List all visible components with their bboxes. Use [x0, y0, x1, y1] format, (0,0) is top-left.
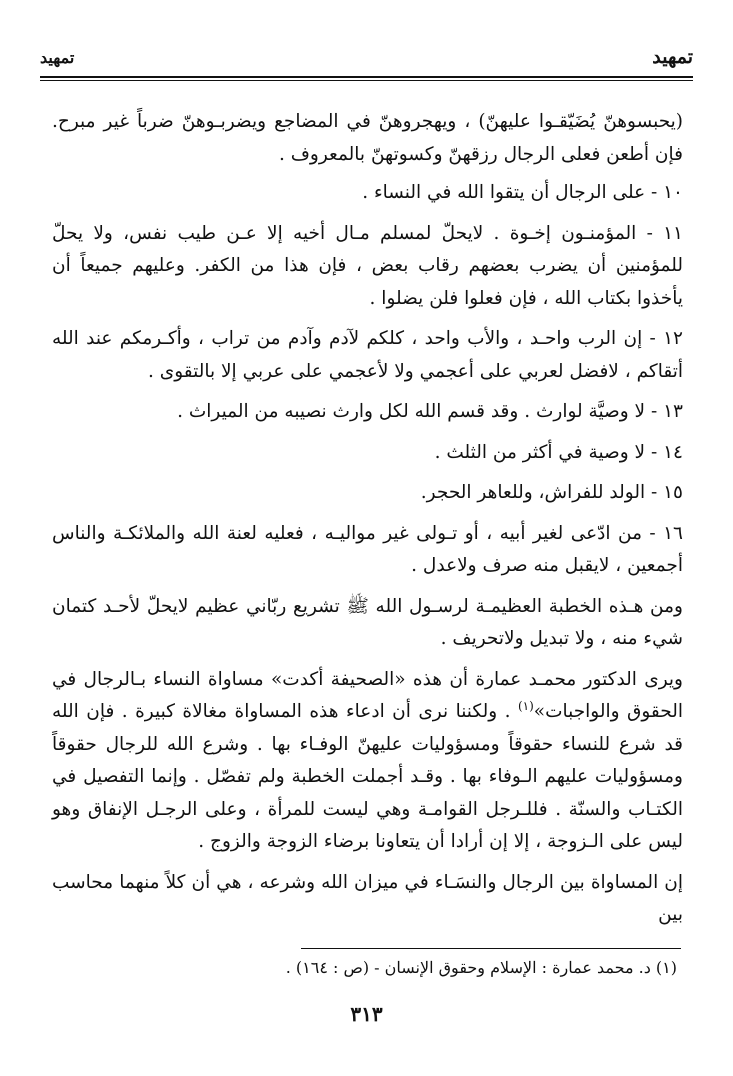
footnote-divider — [301, 948, 681, 949]
footnote: (١) د. محمد عمارة : الإسلام وحقوق الإنسان - (ص : ١٦٤) . — [285, 958, 677, 977]
main-text — [52, 106, 683, 940]
running-title: تمهيد — [40, 48, 75, 67]
paragraph: ١٤ - لا وصية في أكثر من الثلث . — [434, 441, 683, 463]
paragraph: ١٠ - على الرجال أن يتقوا الله في النساء . — [362, 182, 683, 203]
footnote-marker: (١) — [517, 698, 534, 713]
paragraph-amara — [52, 664, 683, 859]
paragraph: إن المساواة بين الرجال والنسَـاء في ميزان الله وشرعه ، هي أن كلاً منهما محاسب بين — [52, 871, 683, 925]
chapter-title: تمهيد — [652, 46, 693, 68]
header-divider — [40, 76, 693, 81]
paragraph-text: ويرى الدكتور محمـد عمارة أن هذه «الصحيفة أكدت» مساواة النساء بـالرجال في الحقوق والواجبات» — [52, 668, 683, 722]
paragraph: ١٢ - إن الرب واحـد ، والأب واحد ، كلكم لآدم وآدم من تراب ، وأكـرمكم عند الله أتقاكم ، لافضل لعربي على أعجمي ولا لأعجمي على عربي إلا بالتقوى . — [52, 328, 683, 382]
paragraph: (يحبسوهنّ يُضَيّقـوا عليهنّ) ، ويهجروهنّ في المضاجع ويضربـوهنّ ضرباً غير مبرح. فإن أطعن فعلى الرجال رزقهنّ وكسوتهنّ بالمعروف . — [52, 111, 683, 165]
paragraph: ١٦ - من ادّعى لغير أبيه ، أو تـولى غير مواليـه ، فعليه لعنة الله والملائكـة والناس أجمعين ، لايقبل منه صرف ولاعدل . — [52, 522, 683, 576]
paragraph: ١٣ - لا وصيَّة لوارث . وقد قسم الله لكل وارث نصيبه من الميراث . — [177, 401, 683, 422]
page-number: ٣١٣ — [350, 1002, 383, 1026]
paragraph-text: . ولكننا نرى أن ادعاء هذه المساواة مغالاة كبيرة . فإن الله قد شرع للنساء حقوقاً ومسؤوليات عليهنّ الوفـاء بها . وشرع الله للرجال حقوقاً ومسؤوليات عليهم الـوفاء بها . وقـد أجملت الخطبة ولم تفصّل . وإنما التفصيل في الكتـاب والسنّة . فللـرجل القوامـة وهي ليست للمرأة ، وعلى الرجـل الإنفاق وهو ليس على الـزوجة ، إلا إن أرادا أن يتعاونا برضاء الزوجة والزوج . — [52, 701, 683, 852]
paragraph: ومن هـذه الخطبة العظيمـة لرسـول الله ﷺ تشريع ربّاني عظيم لايحلّ لأحـد كتمان شيء منه ، ولا تبديل ولاتحريف . — [52, 595, 683, 649]
paragraph: ١٥ - الولد للفراش، وللعاهر الحجر. — [420, 482, 683, 503]
page-header — [40, 46, 693, 72]
paragraph: ١١ - المؤمنـون إخـوة . لايحلّ لمسلم مـال أخيه إلا عـن طيب نفس، ولا يحلّ للمؤمنين أن يضرب بعضهم رقاب بعض ، فإن هذا من الكفر. وعليهم جميعاً أن يأخذوا بكتاب الله ، فإن فعلوا فلن يضلوا . — [52, 222, 683, 309]
